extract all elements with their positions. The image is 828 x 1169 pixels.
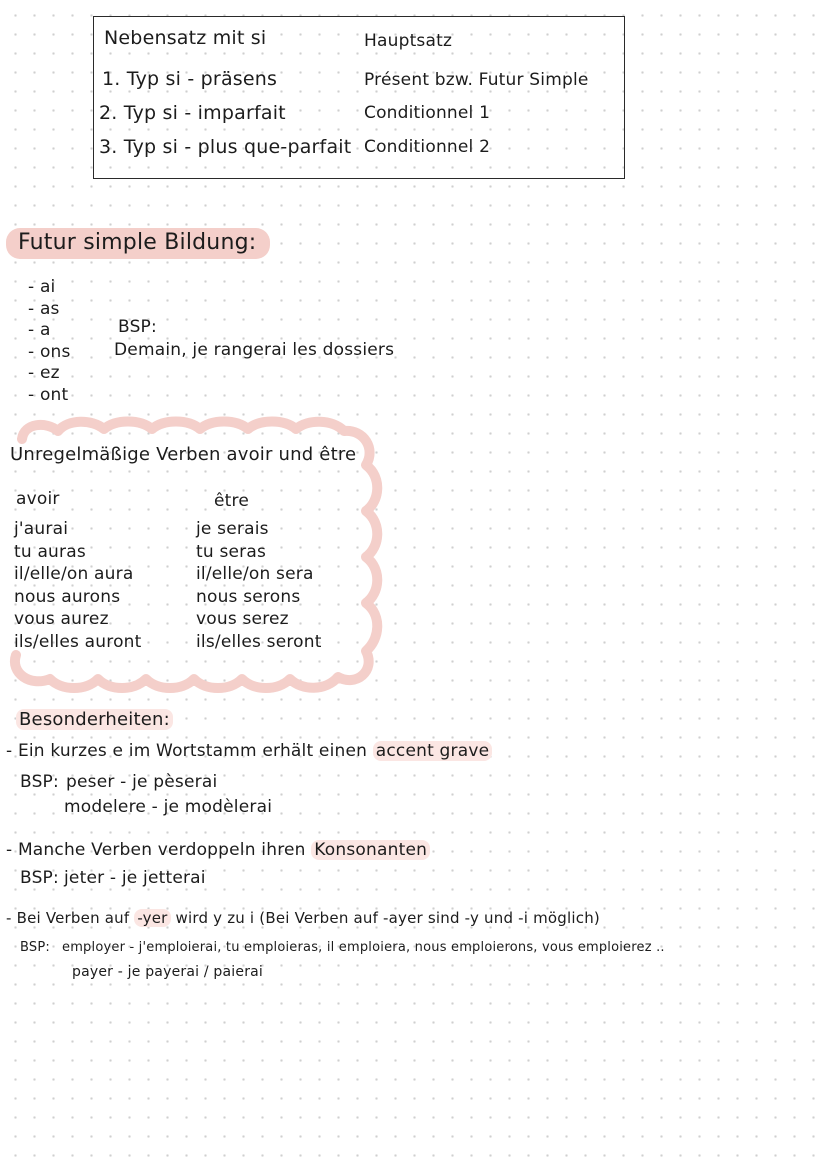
futur-simple-heading: Futur simple Bildung:	[6, 228, 270, 259]
rule-highlight: Konsonanten	[311, 840, 430, 860]
table-row-right: Conditionnel 2	[364, 137, 491, 157]
besonderheiten-heading: Besonderheiten:	[16, 709, 173, 730]
rule-text: wird y zu i (Bei Verben auf -ayer sind -y und -i möglich)	[175, 909, 600, 927]
table-row-left: 1. Typ si - präsens	[102, 68, 278, 90]
table-row-left: 2. Typ si - imparfait	[99, 102, 286, 124]
list-item: je serais	[196, 519, 269, 539]
example-text: peser - je pèserai	[66, 772, 218, 792]
list-item: - ez	[28, 363, 60, 383]
rule-text: - Manche Verben verdoppeln ihren	[6, 840, 306, 860]
list-item: nous serons	[196, 586, 301, 607]
list-item: il/elle/on sera	[196, 564, 314, 585]
rule-highlight: -yer	[134, 909, 170, 927]
list-item: tu seras	[196, 541, 267, 562]
example-text: payer - je payerai / paierai	[72, 964, 264, 980]
table-header-nebensatz: Nebensatz mit si	[104, 27, 267, 49]
etre-forms	[196, 518, 322, 654]
futur-example-label: BSP:	[118, 317, 157, 337]
rule-accent-grave	[6, 741, 492, 761]
avoir-forms	[14, 518, 142, 654]
list-item: - ons	[28, 341, 71, 362]
list-item: vous aurez	[14, 609, 109, 630]
rule-highlight: accent grave	[373, 741, 493, 761]
example-text: employer - j'emploierai, tu emploieras, il emploiera, nous emploierons, vous emploierez ..	[62, 940, 665, 955]
example-text: modelere - je modèlerai	[64, 797, 273, 817]
table-row-left: 3. Typ si - plus que-parfait	[99, 136, 352, 158]
list-item: nous aurons	[14, 586, 121, 607]
list-item: il/elle/on aura	[14, 564, 134, 585]
rule-text: - Bei Verben auf	[6, 909, 130, 927]
si-clause-table	[93, 16, 625, 179]
list-item: - ai	[28, 277, 56, 297]
rule-yer-verbs	[6, 909, 600, 927]
list-item: ils/elles seront	[196, 631, 322, 652]
futur-example-sentence: Demain, je rangerai les dossiers	[114, 340, 395, 360]
table-row-right: Conditionnel 1	[364, 103, 491, 123]
list-item: j'aurai	[14, 519, 69, 539]
table-row-right: Présent bzw. Futur Simple	[364, 70, 589, 90]
list-item: ils/elles auront	[14, 631, 142, 652]
rule-text: - Ein kurzes e im Wortstamm erhält einen	[6, 741, 368, 761]
list-item: - as	[28, 298, 60, 319]
rule-double-consonant	[6, 840, 430, 860]
list-item: vous serez	[196, 609, 289, 630]
list-item: - ont	[28, 384, 69, 405]
example-label: BSP:	[20, 868, 59, 888]
table-header-hauptsatz: Hauptsatz	[364, 31, 453, 51]
avoir-header: avoir	[16, 489, 60, 509]
list-item: - a	[28, 320, 51, 340]
list-item: tu auras	[14, 541, 86, 562]
endings-list	[28, 277, 71, 406]
example-label: BSP:	[20, 940, 50, 955]
irregular-verbs-heading: Unregelmäßige Verben avoir und être	[10, 444, 357, 465]
example-label: BSP:	[20, 772, 59, 792]
etre-header: être	[214, 491, 249, 511]
example-text: jeter - je jetterai	[64, 868, 206, 888]
